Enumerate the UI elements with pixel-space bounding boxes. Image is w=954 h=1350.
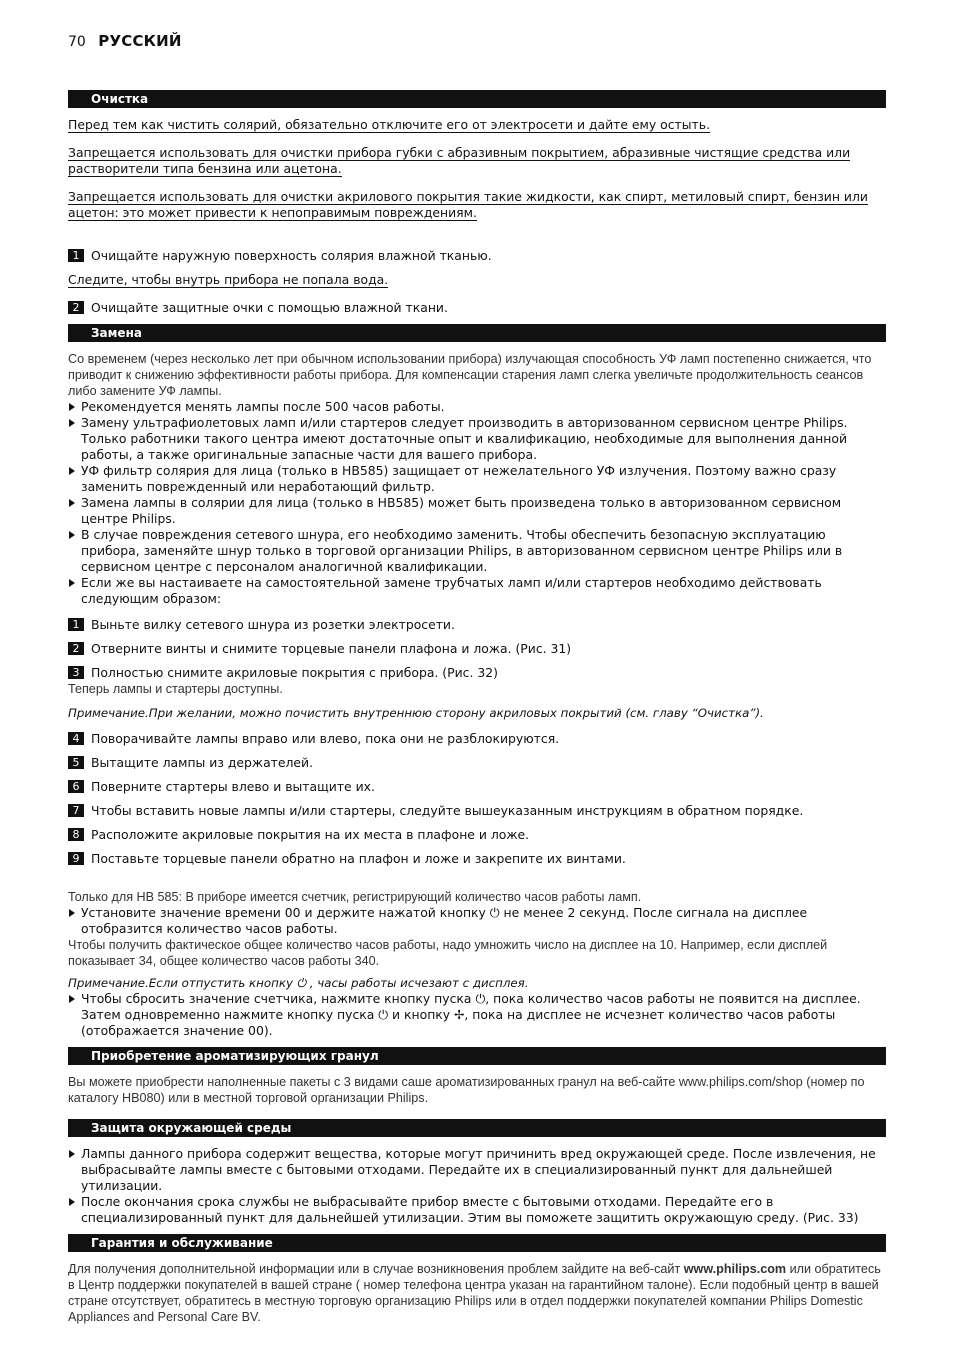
list-item: УФ фильтр солярия для лица (только в HB585) защищает от нежелательного УФ излучения. Поэтому важно сразу заменить поврежденный или неработающий фильтр. [68, 463, 886, 495]
warning-abrasive: Запрещается использовать для очистки прибора губки с абразивным покрытием, абразивные чистящие средства или растворители типа бензина или ацетона. [68, 145, 851, 176]
warning-unplug: Перед тем как чистить солярий, обязательно отключите его от электросети и дайте ему остыть. [68, 117, 711, 132]
page-header [68, 33, 182, 50]
note-release-button: Примечание.Если отпустить кнопку ⏻ , часы работы исчезают с дисплея. [68, 976, 529, 990]
cleaning-step-2: 2 Очищайте защитные очки с помощью влажной ткани. [68, 300, 886, 316]
list-item: Лампы данного прибора содержит вещества, которые могут причинить вред окружающей среде. После извлечения, не выбрасывайте лампы вместе с бытовыми отходами. Передайте их в специализированный пункт для дальнейшей утилизации. [68, 1146, 886, 1194]
replacement-step-6: 6 Поверните стартеры влево и вытащите их. [68, 779, 886, 795]
hb585-multiply-text: Чтобы получить фактическое общее количество часов работы, надо умножить число на дисплее на 10. Например, если дисплей показывает 34, общее количество часов работы 340. [68, 938, 828, 968]
reset-bullets [68, 991, 886, 1039]
replacement-step-4: 4 Поворачивайте лампы вправо или влево, пока они не разблокируются. [68, 731, 886, 747]
list-item: Рекомендуется менять лампы после 500 часов работы. [68, 399, 886, 415]
language-label: РУССКИЙ [98, 32, 182, 50]
granules-text: Вы можете приобрести наполненные пакеты с 3 видами саше ароматизированных гранул на веб-сайте www.philips.com/shop (номер по каталогу HB080) или в местной торговой организации Philips. [68, 1075, 865, 1105]
section-title-granules: Приобретение ароматизирующих гранул [68, 1047, 886, 1065]
replacement-step-9: 9 Поставьте торцевые панели обратно на плафон и ложе и закрепите их винтами. [68, 851, 886, 867]
list-item: Установите значение времени 00 и держите нажатой кнопку ⏻ не менее 2 секунд. После сигнала на дисплее отобразится количество часов работы. [68, 905, 886, 937]
replacement-step-1: 1 Выньте вилку сетевого шнура из розетки электросети. [68, 617, 886, 633]
replacement-step-7: 7 Чтобы вставить новые лампы и/или стартеры, следуйте вышеуказанным инструкциям в обратном порядке. [68, 803, 886, 819]
page-number: 70 [68, 34, 86, 50]
manual-content [68, 90, 886, 1325]
section-title-replacement: Замена [68, 324, 886, 342]
list-item: После окончания срока службы не выбрасывайте прибор вместе с бытовыми отходами. Передайте его в специализированный пункт для дальнейшей утилизации. Этим вы поможете защитить окружающую среду. (Рис. 33) [68, 1194, 886, 1226]
list-item: В случае повреждения сетевого шнура, его необходимо заменить. Чтобы обеспечить безопасную эксплуатацию прибора, заменяйте шнур только в торговой организации Philips, в авторизованном сервисном центре Philips или в сервисном центре с персоналом аналогичной квалификации. [68, 527, 886, 575]
list-item: Замену ультрафиолетовых ламп и/или стартеров следует производить в авторизованном сервисном центре Philips. Только работники такого центра имеют достаточные опыт и квалификацию, необходимые для выполнения данной работы, а также оригинальные запасные части для вашего прибора. [68, 415, 886, 463]
section-title-warranty: Гарантия и обслуживание [68, 1234, 886, 1252]
replacement-step-5: 5 Вытащите лампы из держателей. [68, 755, 886, 771]
list-item: Чтобы сбросить значение счетчика, нажмите кнопку пуска ⏻, пока количество часов работы не появится на дисплее. Затем одновременно нажмите кнопку пуска ⏻ и кнопку ✢, пока на дисплее не исчезнет количество часов работы (отображается значение 00). [68, 991, 886, 1039]
replacement-step-3: 3 Полностью снимите акриловые покрытия с прибора. (Рис. 32) [68, 665, 886, 681]
cleaning-step-1: 1 Очищайте наружную поверхность солярия влажной тканью. [68, 248, 886, 264]
section-title-environment: Защита окружающей среды [68, 1119, 886, 1137]
list-item: Если же вы настаиваете на самостоятельной замене трубчатых ламп и/или стартеров необходимо действовать следующим образом: [68, 575, 886, 607]
list-item: Замена лампы в солярии для лица (только в HB585) может быть произведена только в авторизованном сервисном центре Philips. [68, 495, 886, 527]
warning-acrylic: Запрещается использовать для очистки акрилового покрытия такие жидкости, как спирт, метиловый спирт, бензин или ацетон: это может привести к непоправимым повреждениям. [68, 189, 868, 220]
replacement-bullets [68, 399, 886, 607]
hb585-bullets [68, 905, 886, 937]
replacement-step-2: 2 Отверните винты и снимите торцевые панели плафона и ложа. (Рис. 31) [68, 641, 886, 657]
note-clean-acrylic: Примечание.При желании, можно почистить внутреннюю сторону акриловых покрытий (см. главу “Очистка”). [68, 706, 764, 720]
environment-bullets [68, 1146, 886, 1226]
replacement-step-8: 8 Расположите акриловые покрытия на их места в плафоне и ложе. [68, 827, 886, 843]
replacement-intro: Со временем (через несколько лет при обычном использовании прибора) излучающая способность УФ ламп постепенно снижается, что приводит к снижению эффективности работы прибора. Для компенсации старения ламп слегка увеличьте продолжительность сеансов либо замените УФ лампы. [68, 352, 872, 398]
website-link[interactable]: www.philips.com [683, 1262, 787, 1276]
warranty-text: Для получения дополнительной информации или в случае возникновения проблем зайдите на веб-сайт www.philips.com или обратитесь в Центр поддержки покупателей в вашей стране ( номер телефона центра указан на гарантийном талоне). Если подобный центр в вашей стране отсутствует, обратитесь в местную торговую организацию Philips или в отдел поддержки покупателей компании Philips Domestic Appliances and Personal Care BV. [68, 1262, 881, 1324]
warning-water: Следите, чтобы внутрь прибора не попала вода. [68, 272, 389, 287]
lamps-accessible-text: Теперь лампы и стартеры доступны. [68, 682, 283, 696]
section-title-cleaning: Очистка [68, 90, 886, 108]
hb585-counter-intro: Только для HB 585: В приборе имеется счетчик, регистрирующий количество часов работы ламп. [68, 890, 642, 904]
